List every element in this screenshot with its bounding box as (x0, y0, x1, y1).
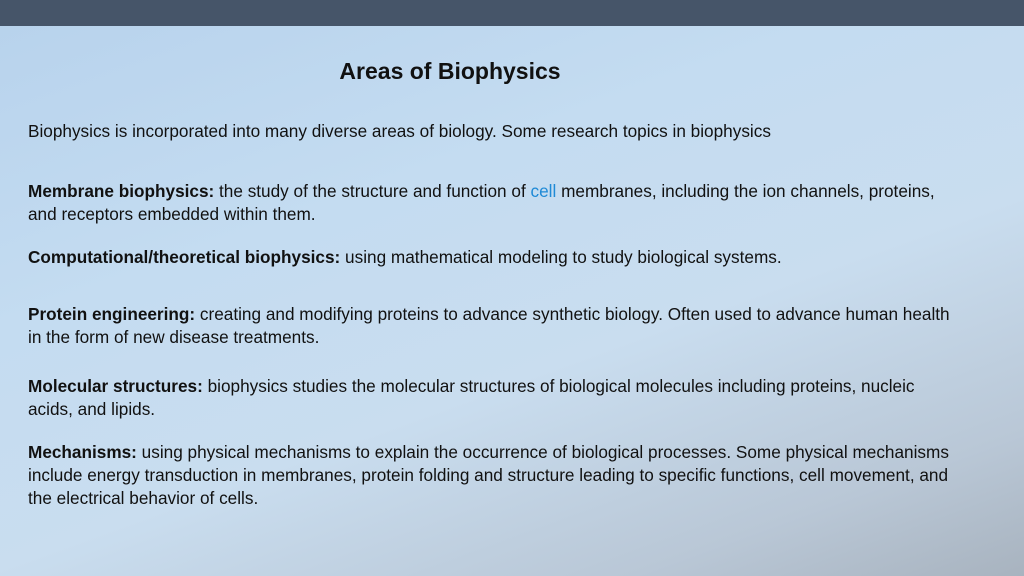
cell-link[interactable]: cell (530, 181, 557, 201)
top-banner (0, 0, 1024, 26)
computational-text: using mathematical modeling to study biological systems. (340, 247, 782, 267)
slide-title: Areas of Biophysics (339, 58, 561, 84)
membrane-biophysics-term: Membrane biophysics: (28, 181, 215, 201)
membrane-text-after: membranes, including the ion channels, proteins, and receptors embedded within them. (28, 181, 935, 224)
molecular-structures-text: biophysics studies the molecular structures of biological molecules including proteins, nucleic acids, and lipids. (28, 376, 915, 419)
protein-engineering-term: Protein engineering: (28, 304, 196, 324)
membrane-biophysics-paragraph (28, 180, 958, 226)
protein-engineering-paragraph (28, 303, 958, 349)
intro-paragraph: Biophysics is incorporated into many diverse areas of biology. Some research topics in biophysics (28, 121, 771, 141)
molecular-structures-paragraph (28, 375, 958, 421)
molecular-structures-term: Molecular structures: (28, 376, 203, 396)
mechanisms-text: using physical mechanisms to explain the occurrence of biological processes. Some physical mechanisms include energy transduction in membranes, protein folding and structure leading to specific functions, cell movement, and the electrical behavior of cells. (28, 442, 949, 508)
mechanisms-term: Mechanisms: (28, 442, 137, 462)
protein-engineering-text: creating and modifying proteins to advance synthetic biology. Often used to advance human health in the form of new disease treatments. (28, 304, 950, 347)
membrane-text-before: the study of the structure and function of (214, 181, 531, 201)
computational-biophysics-term: Computational/theoretical biophysics: (28, 247, 341, 267)
mechanisms-paragraph (28, 441, 958, 510)
computational-biophysics-paragraph (28, 246, 958, 269)
